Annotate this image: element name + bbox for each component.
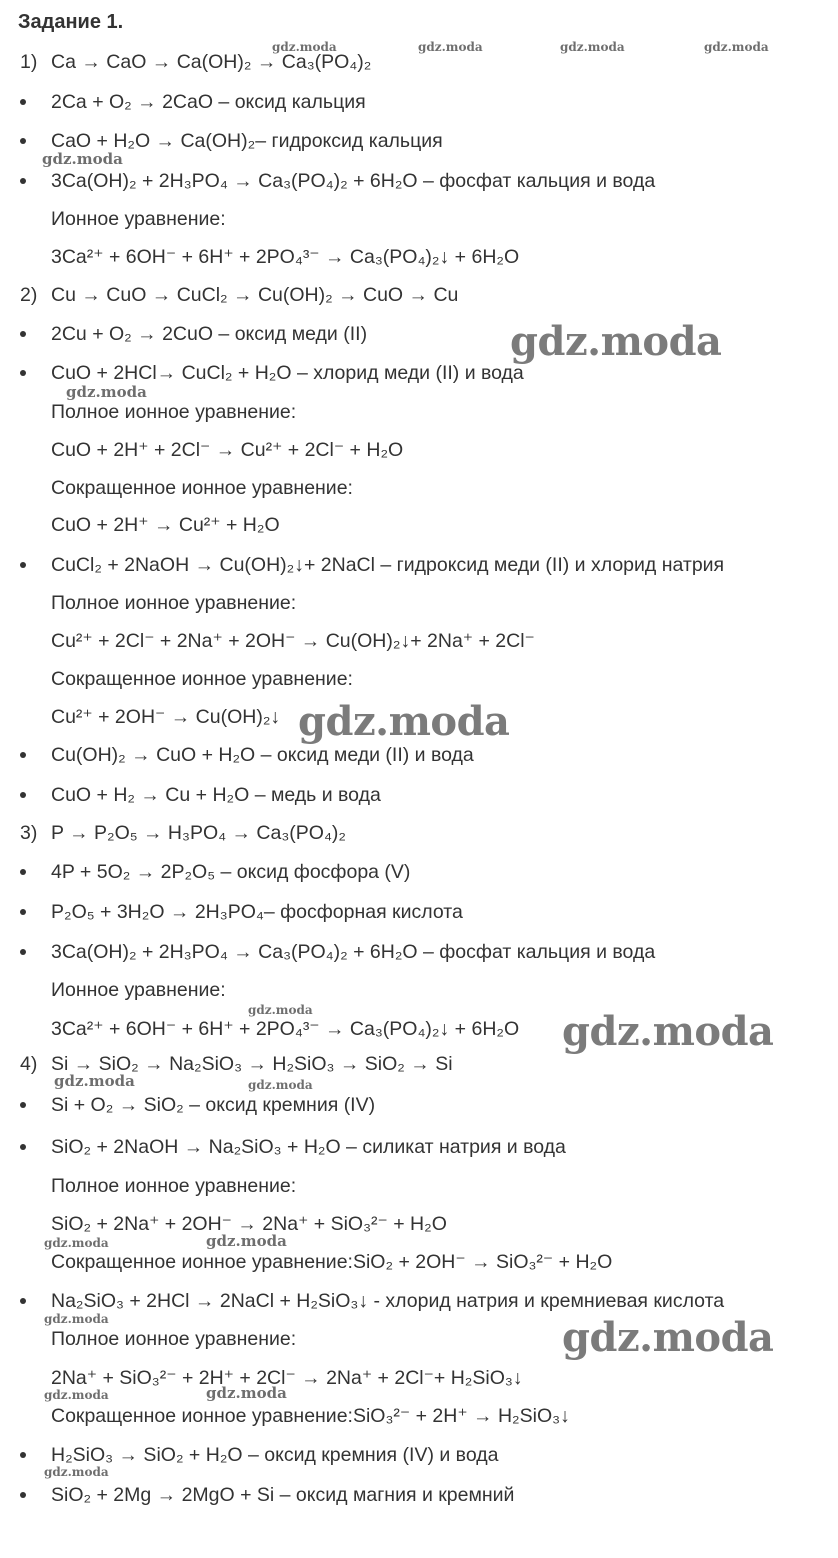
equation-line [51,1327,296,1351]
bullet-item [51,940,655,964]
line-text: Сокращенное ионное уравнение: [51,668,353,690]
bullet-icon [20,792,26,798]
bullet-item [51,553,724,577]
bullet-item [51,1289,724,1313]
line-text: Cu²⁺ + 2OH⁻ → Cu(OH)₂↓ [51,706,281,728]
watermark: gdz.moda [44,1465,109,1479]
equation-line [51,978,226,1002]
watermark: gdz.moda [42,150,123,168]
section-line [20,283,458,307]
section-number: 4) [20,1053,38,1075]
line-text: 2Na⁺ + SiO₃²⁻ + 2H⁺ + 2Cl⁻ → 2Na⁺ + 2Cl⁻+ H₂SiO₃↓ [51,1367,523,1389]
equation-line [51,1404,570,1428]
bullet-item [51,860,410,884]
bullet-icon [20,331,26,337]
line-text: Ионное уравнение: [51,979,226,1001]
equation-line [51,476,353,500]
watermark: gdz.moda [560,40,625,54]
line-text: Cu²⁺ + 2Cl⁻ + 2Na⁺ + 2OH⁻ → Cu(OH)₂↓+ 2Na⁺ + 2Cl⁻ [51,630,535,652]
watermark: gdz.moda [206,1232,287,1250]
line-text: Полное ионное уравнение: [51,1328,297,1350]
bullet-icon [20,752,26,758]
line-text: Полное ионное уравнение: [51,1175,297,1197]
line-text: 3Ca²⁺ + 6OH⁻ + 6H⁺ + 2PO₄³⁻ → Ca₃(PO₄)₂↓ + 6H₂O [51,1018,520,1040]
watermark: gdz.moda [704,40,769,54]
line-text: H₂SiO₃ → SiO₂ + H₂O – оксид кремния (IV) и вода [51,1444,499,1466]
bullet-icon [20,869,26,875]
bullet-icon [20,178,26,184]
watermark: gdz.moda [418,40,483,54]
bullet-item [51,1135,566,1159]
watermark: gdz.moda [44,1312,109,1326]
line-text: Si + O₂ → SiO₂ – оксид кремния (IV) [51,1094,376,1116]
watermark: gdz.moda [510,318,722,365]
bullet-item [51,322,367,346]
line-text: Сокращенное ионное уравнение:SiO₃²⁻ + 2H⁺ → H₂SiO₃↓ [51,1405,570,1427]
bullet-icon [20,909,26,915]
line-text: Полное ионное уравнение: [51,592,297,614]
equation-line [51,1250,612,1274]
line-text: CuO + 2H⁺ + 2Cl⁻ → Cu²⁺ + 2Cl⁻ + H₂O [51,439,404,461]
bullet-item [51,743,474,767]
watermark: gdz.moda [66,383,147,401]
bullet-item [51,900,463,924]
line-text: P₂O₅ + 3H₂O → 2H₃PO₄– фосфорная кислота [51,901,463,923]
equation-line [51,513,280,537]
bullet-icon [20,949,26,955]
bullet-icon [20,1298,26,1304]
line-text: Ca → CaO → Ca(OH)₂ → Ca₃(PO₄)₂ [51,51,372,73]
bullet-icon [20,1452,26,1458]
line-text: 3Ca(OH)₂ + 2H₃PO₄ → Ca₃(PO₄)₂ + 6H₂O – фосфат кальция и вода [51,941,656,963]
watermark: gdz.moda [562,1008,774,1055]
line-text: SiO₂ + 2Mg → 2MgO + Si – оксид магния и кремний [51,1484,515,1506]
line-text: 2Cu + O₂ → 2CuO – оксид меди (II) [51,323,368,345]
section-number: 2) [20,284,38,306]
bullet-item [51,1093,375,1117]
line-text: CuO + 2HCl→ CuCl₂ + H₂O – хлорид меди (II) и вода [51,362,524,384]
bullet-item [51,1443,498,1467]
line-text: P → P₂O₅ → H₃PO₄ → Ca₃(PO₄)₂ [51,822,346,844]
equation-line [51,705,280,729]
section-number: 3) [20,822,38,844]
equation-line [51,207,226,231]
bullet-icon [20,1144,26,1150]
line-text: SiO₂ + 2Na⁺ + 2OH⁻ → 2Na⁺ + SiO₃²⁻ + H₂O [51,1213,447,1235]
bullet-item [51,1483,514,1507]
line-text: Cu(OH)₂ → CuO + H₂O – оксид меди (II) и вода [51,744,474,766]
line-text: Cu → CuO → CuCl₂ → Cu(OH)₂ → CuO → Cu [51,284,459,306]
section-line [20,821,346,845]
line-text: Сокращенное ионное уравнение: [51,477,353,499]
watermark: gdz.moda [54,1072,135,1090]
watermark: gdz.moda [44,1236,109,1250]
line-text: Полное ионное уравнение: [51,401,297,423]
line-text: Si → SiO₂ → Na₂SiO₃ → H₂SiO₃ → SiO₂ → Si [51,1053,453,1075]
equation-line [51,400,296,424]
watermark: gdz.moda [298,698,510,745]
equation-line [51,1017,519,1041]
line-text: CuO + 2H⁺ → Cu²⁺ + H₂O [51,514,280,536]
equation-line [51,438,403,462]
line-text: 4P + 5O₂ → 2P₂O₅ – оксид фосфора (V) [51,861,411,883]
line-text: Сокращенное ионное уравнение:SiO₂ + 2OH⁻ → SiO₃²⁻ + H₂O [51,1251,613,1273]
line-text: Ионное уравнение: [51,208,226,230]
watermark: gdz.moda [206,1384,287,1402]
equation-line [51,591,296,615]
watermark: gdz.moda [248,1003,313,1017]
watermark: gdz.moda [562,1314,774,1361]
line-text: 3Ca²⁺ + 6OH⁻ + 6H⁺ + 2PO₄³⁻ → Ca₃(PO₄)₂↓ + 6H₂O [51,246,520,268]
bullet-icon [20,138,26,144]
section-number: 1) [20,51,38,73]
bullet-icon [20,562,26,568]
page-title: Задание 1. [18,11,124,33]
bullet-icon [20,1102,26,1108]
line-text: 2Ca + O₂ → 2CaO – оксид кальция [51,91,366,113]
bullet-item [51,783,381,807]
line-text: CaO + H₂O → Ca(OH)₂– гидроксид кальция [51,130,443,152]
bullet-icon [20,370,26,376]
bullet-item [51,169,655,193]
equation-line [51,667,353,691]
equation-line [51,629,535,653]
line-text: CuO + H₂ → Cu + H₂O – медь и вода [51,784,381,806]
equation-line [51,245,519,269]
watermark: gdz.moda [44,1388,109,1402]
watermark: gdz.moda [272,40,337,54]
bullet-icon [20,99,26,105]
bullet-item [51,361,524,385]
equation-line [51,1174,296,1198]
line-text: CuCl₂ + 2NaOH → Cu(OH)₂↓+ 2NaCl – гидроксид меди (II) и хлорид натрия [51,554,725,576]
bullet-icon [20,1492,26,1498]
watermark: gdz.moda [248,1078,313,1092]
line-text: 3Ca(OH)₂ + 2H₃PO₄ → Ca₃(PO₄)₂ + 6H₂O – фосфат кальция и вода [51,170,656,192]
line-text: Na₂SiO₃ + 2HCl → 2NaCl + H₂SiO₃↓ - хлорид натрия и кремниевая кислота [51,1290,725,1312]
bullet-item [51,90,366,114]
line-text: SiO₂ + 2NaOH → Na₂SiO₃ + H₂O – силикат натрия и вода [51,1136,566,1158]
